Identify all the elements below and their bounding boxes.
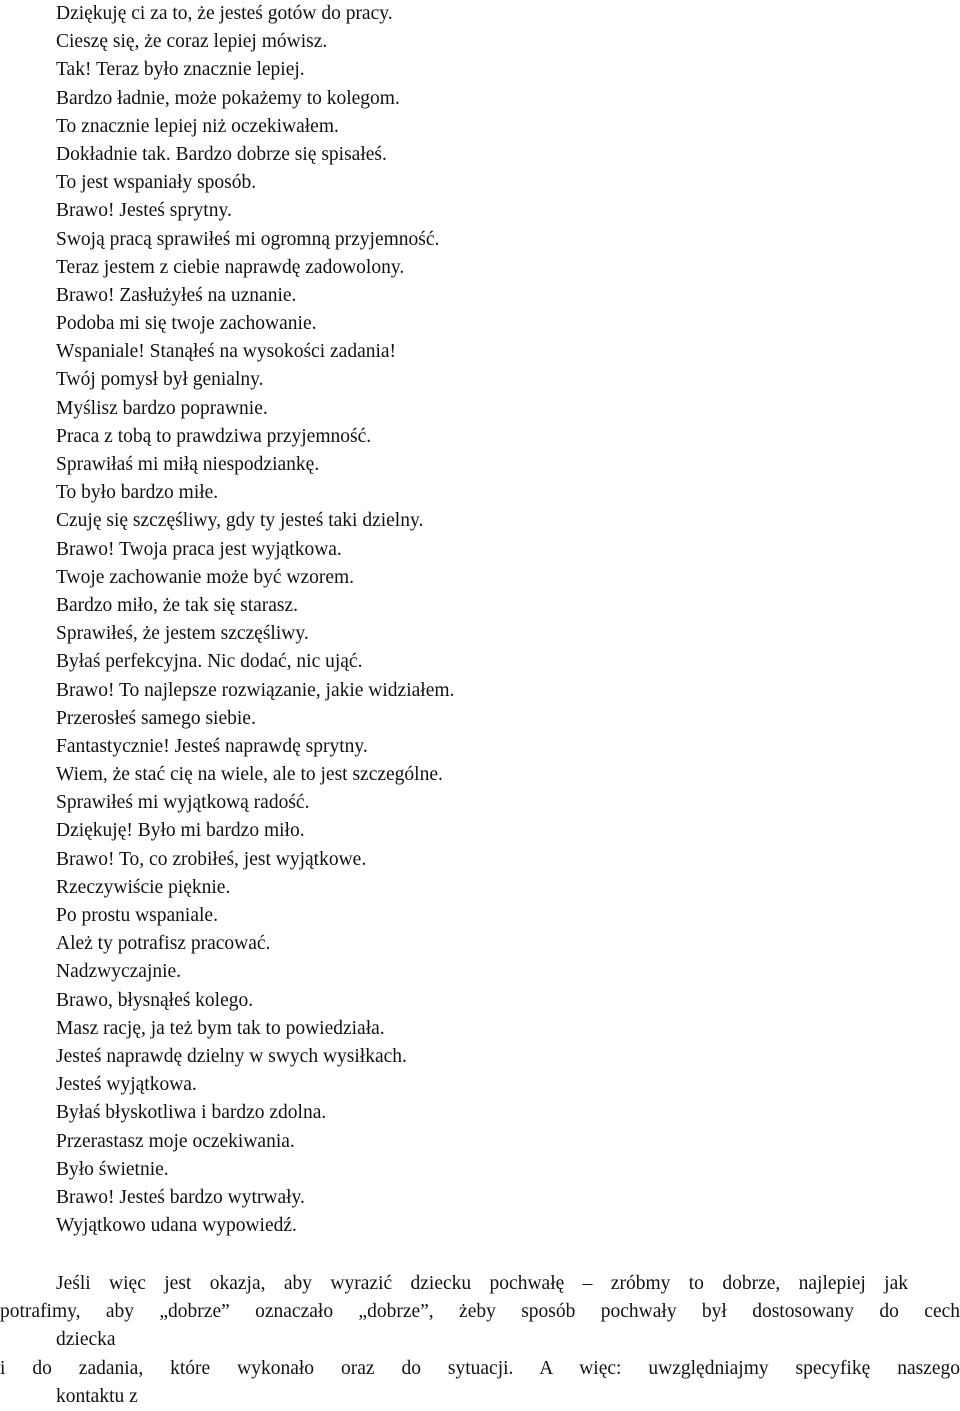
praise-phrase: Nadzwyczajnie. bbox=[56, 961, 182, 983]
paragraph-line: kontaktu z bbox=[56, 1385, 138, 1407]
closing-paragraph bbox=[0, 1270, 960, 1411]
praise-phrase-list bbox=[56, 0, 454, 1240]
praise-phrase: Cieszę się, że coraz lepiej mówisz. bbox=[56, 31, 328, 53]
praise-phrase: Przerosłeś samego siebie. bbox=[56, 707, 256, 729]
praise-phrase: Podoba mi się twoje zachowanie. bbox=[56, 313, 317, 335]
praise-phrase: Teraz jestem z ciebie naprawdę zadowolony. bbox=[56, 256, 405, 278]
praise-phrase: Twoje zachowanie może być wzorem. bbox=[56, 566, 355, 588]
paragraph-line: potrafimy, aby „dobrze” oznaczało „dobrze”, żeby sposób pochwały był dostosowany do cech bbox=[0, 1301, 960, 1323]
paragraph-line: dziecka bbox=[56, 1329, 116, 1351]
praise-phrase: Fantastycznie! Jesteś naprawdę sprytny. bbox=[56, 735, 368, 757]
praise-phrase: Masz rację, ja też bym tak to powiedziała. bbox=[56, 1017, 385, 1039]
praise-phrase: Brawo! To najlepsze rozwiązanie, jakie widziałem. bbox=[56, 679, 455, 701]
paragraph-line: i do zadania, które wykonało oraz do sytuacji. A więc: uwzględniajmy specyfikę naszego bbox=[0, 1357, 960, 1379]
praise-phrase: Wiem, że stać cię na wiele, ale to jest szczególne. bbox=[56, 764, 443, 786]
praise-phrase: Dziękuję ci za to, że jesteś gotów do pracy. bbox=[56, 3, 393, 24]
praise-phrase: Bardzo miło, że tak się starasz. bbox=[56, 594, 299, 616]
praise-phrase: Było świetnie. bbox=[56, 1158, 169, 1180]
praise-phrase: Brawo! Zasłużyłeś na uznanie. bbox=[56, 284, 297, 306]
praise-phrase: Brawo! To, co zrobiłeś, jest wyjątkowe. bbox=[56, 848, 367, 870]
praise-phrase: Jesteś wyjątkowa. bbox=[56, 1074, 197, 1096]
praise-phrase: Myślisz bardzo poprawnie. bbox=[56, 397, 268, 419]
praise-phrase: To jest wspaniały sposób. bbox=[56, 172, 257, 194]
praise-phrase: Brawo! Jesteś bardzo wytrwały. bbox=[56, 1186, 305, 1208]
praise-phrase: Sprawiłaś mi miłą niespodziankę. bbox=[56, 454, 320, 475]
praise-phrase: Brawo! Twoja praca jest wyjątkowa. bbox=[56, 538, 342, 560]
praise-phrase: Byłaś perfekcyjna. Nic dodać, nic ująć. bbox=[56, 651, 363, 673]
praise-phrase: Przerastasz moje oczekiwania. bbox=[56, 1130, 295, 1152]
praise-phrase: Byłaś błyskotliwa i bardzo zdolna. bbox=[56, 1102, 327, 1124]
praise-phrase: Dokładnie tak. Bardzo dobrze się spisałeś. bbox=[56, 143, 387, 165]
praise-phrase: Swoją pracą sprawiłeś mi ogromną przyjemność. bbox=[56, 228, 440, 250]
paragraph-line: Jeśli więc jest okazja, aby wyrazić dziecku pochwałę – zróbmy to dobrze, najlepiej jak bbox=[56, 1273, 908, 1294]
praise-phrase: Bardzo ładnie, może pokażemy to kolegom. bbox=[56, 87, 400, 109]
praise-phrase: Dziękuję! Było mi bardzo miło. bbox=[56, 820, 305, 842]
praise-phrase: Brawo, błysnąłeś kolego. bbox=[56, 989, 254, 1011]
praise-phrase: Sprawiłeś mi wyjątkową radość. bbox=[56, 792, 310, 814]
praise-phrase: Twój pomysł był genialny. bbox=[56, 369, 264, 391]
praise-phrase: Jesteś naprawdę dzielny w swych wysiłkach. bbox=[56, 1045, 407, 1067]
praise-phrase: Wyjątkowo udana wypowiedź. bbox=[56, 1215, 297, 1237]
praise-phrase: Praca z tobą to prawdziwa przyjemność. bbox=[56, 425, 372, 447]
praise-phrase: Tak! Teraz było znacznie lepiej. bbox=[56, 59, 305, 81]
praise-phrase: Po prostu wspaniale. bbox=[56, 905, 218, 926]
praise-phrase: Brawo! Jesteś sprytny. bbox=[56, 200, 232, 222]
praise-phrase: Czuję się szczęśliwy, gdy ty jesteś taki dzielny. bbox=[56, 510, 424, 532]
praise-phrase: To było bardzo miłe. bbox=[56, 482, 219, 504]
praise-phrase: Wspaniale! Stanąłeś na wysokości zadania! bbox=[56, 341, 397, 363]
praise-phrase: Sprawiłeś, że jestem szczęśliwy. bbox=[56, 623, 309, 645]
praise-phrase: Rzeczywiście pięknie. bbox=[56, 876, 231, 898]
praise-phrase: Ależ ty potrafisz pracować. bbox=[56, 933, 271, 955]
praise-phrase: To znacznie lepiej niż oczekiwałem. bbox=[56, 115, 339, 137]
